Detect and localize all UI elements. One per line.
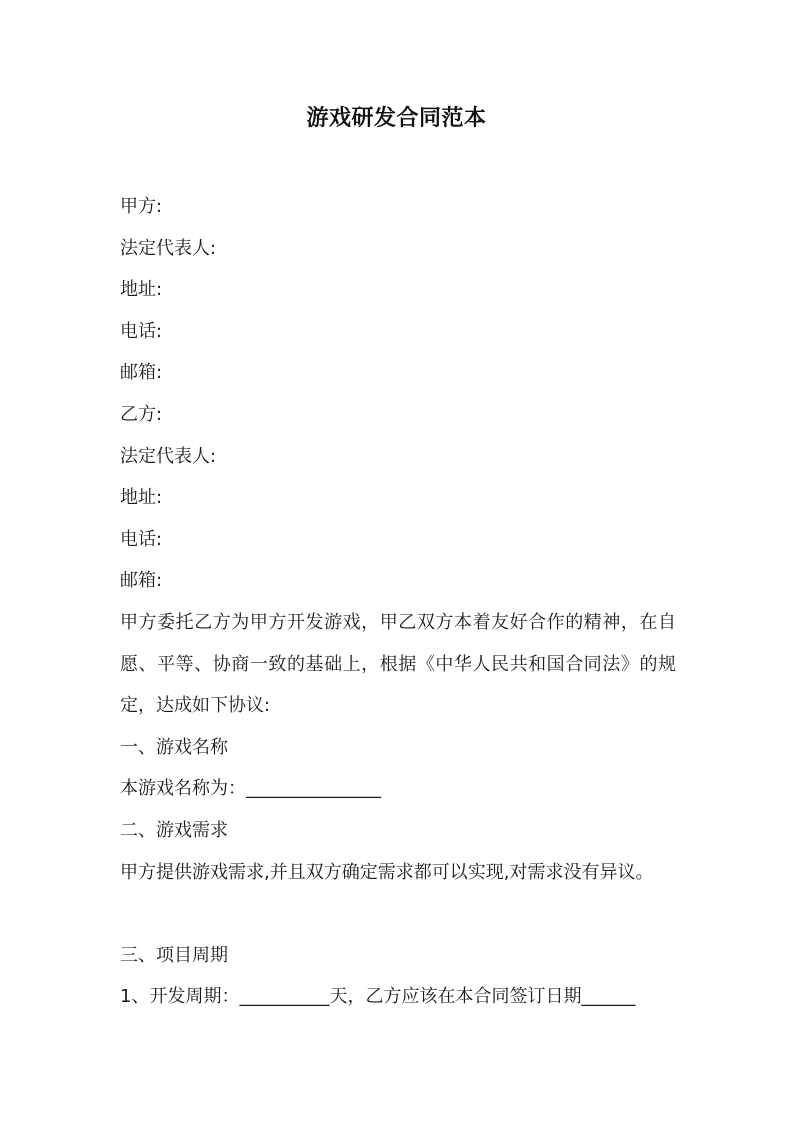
- party-a-rep-label: 法定代表人:: [120, 237, 217, 259]
- party-a-email-label: 邮箱:: [120, 362, 163, 384]
- section-1-text: 本游戏名称为：_______________: [120, 778, 381, 800]
- party-b-phone-label: 电话:: [120, 528, 163, 550]
- party-b-name-label: 乙方:: [120, 403, 163, 425]
- section-1-heading: 一、游戏名称: [120, 736, 228, 758]
- party-a-address-label: 地址:: [120, 279, 163, 301]
- party-a-name-label: 甲方:: [120, 196, 163, 217]
- preamble-paragraph: 甲方委托乙方为甲方开发游戏，甲乙双方本着友好合作的精神，在自愿、平等、协商一致的基础上，根据《中华人民共和国合同法》的规定，达成如下协议:: [120, 611, 676, 717]
- section-2-text: 甲方提供游戏需求,并且双方确定需求都可以实现,对需求没有异议。: [120, 861, 654, 883]
- party-b-address-label: 地址:: [120, 487, 163, 509]
- party-b-email-label: 邮箱:: [120, 570, 163, 592]
- section-2-heading: 二、游戏需求: [120, 819, 228, 841]
- blank-line: [120, 893, 680, 935]
- party-b-rep-label: 法定代表人:: [120, 445, 217, 467]
- party-a-phone-label: 电话:: [120, 320, 163, 342]
- document-title: 游戏研发合同范本: [306, 106, 487, 131]
- section-3-item-1: 1、开发周期：__________天，乙方应该在本合同签订日期______: [120, 986, 636, 1008]
- document-body: [120, 186, 680, 1018]
- section-3-heading: 三、项目周期: [120, 944, 228, 966]
